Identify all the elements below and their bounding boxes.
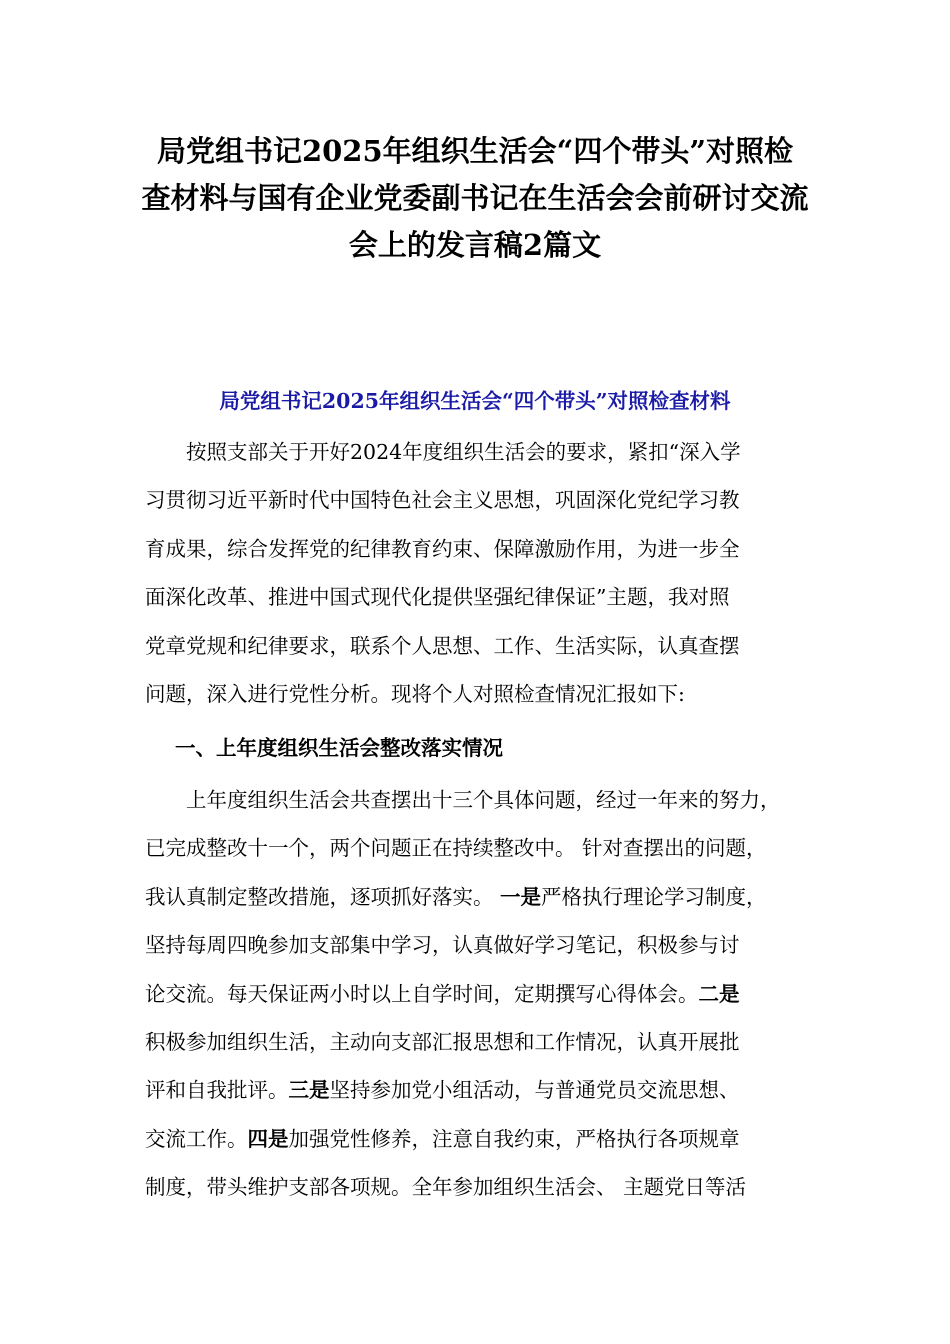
paragraph-line: 党章党规和纪律要求，联系个人思想、工作、生活实际，认真查摆	[145, 633, 740, 658]
paragraph-line: 面深化改革、推进中国式现代化提供坚强纪律保证”主题，我对照	[145, 585, 730, 610]
paragraph-line	[145, 1066, 810, 1114]
emphasis-label: 四是	[247, 1126, 289, 1151]
text-run: 坚持参加党小组活动，与普通党员交流思想、	[329, 1078, 740, 1103]
paragraph-line: 已完成整改十一个，两个问题正在持续整改中。 针对查摆出的问题，	[145, 836, 767, 861]
text-run: 加强党性修养，注意自我约束，严格执行各项规章	[288, 1126, 740, 1151]
paragraph-line: 按照支部关于开好2024年度组织生活会的要求，紧扣“深入学	[145, 440, 741, 464]
text-run: 论交流。每天保证两小时以上自学时间，定期撰写心得体会。	[145, 981, 699, 1006]
document-title	[130, 128, 820, 269]
paragraph-line: 制度，带头维护支部各项规。全年参加组织生活会、 主题党日等活	[145, 1175, 747, 1200]
document-title-line: 会上的发言稿2篇文	[348, 228, 602, 262]
document-title-line: 查材料与国有企业党委副书记在生活会会前研讨交流	[141, 181, 809, 215]
text-run: 交流工作。	[145, 1126, 248, 1151]
emphasis-label: 三是	[288, 1078, 330, 1103]
paragraph-line	[145, 873, 810, 921]
section-title: 局党组书记2025年组织生活会“四个带头”对照检查材料	[219, 389, 731, 413]
rectification-paragraph	[145, 776, 810, 1212]
paragraph-line: 积极参加组织生活，主动向支部汇报思想和工作情况，认真开展批	[145, 1030, 740, 1055]
emphasis-label: 二是	[698, 981, 740, 1006]
paragraph-line: 问题，深入进行党性分析。现将个人对照检查情况汇报如下:	[145, 682, 685, 707]
paragraph-line	[145, 1115, 810, 1163]
intro-paragraph	[145, 428, 810, 718]
paragraph-line: 上年度组织生活会共查摆出十三个具体问题，经过一年来的努力，	[145, 788, 781, 812]
text-run: 我认真制定整改措施，逐项抓好落实。	[145, 884, 501, 909]
paragraph-line: 育成果，综合发挥党的纪律教育约束、保障激励作用，为进一步全	[145, 536, 740, 561]
paragraph-line: 坚持每周四晚参加支部集中学习，认真做好学习笔记，积极参与讨	[145, 933, 740, 958]
text-run: 评和自我批评。	[145, 1078, 289, 1103]
paragraph-line: 习贯彻习近平新时代中国特色社会主义思想，巩固深化党纪学习教	[145, 488, 740, 513]
document-title-line: 局党组书记2025年组织生活会“四个带头”对照检	[156, 134, 794, 168]
section-heading-1: 一、上年度组织生活会整改落实情况	[175, 736, 503, 760]
emphasis-label: 一是	[500, 884, 542, 909]
paragraph-line	[145, 970, 810, 1018]
text-run: 严格执行理论学习制度，	[541, 884, 767, 909]
